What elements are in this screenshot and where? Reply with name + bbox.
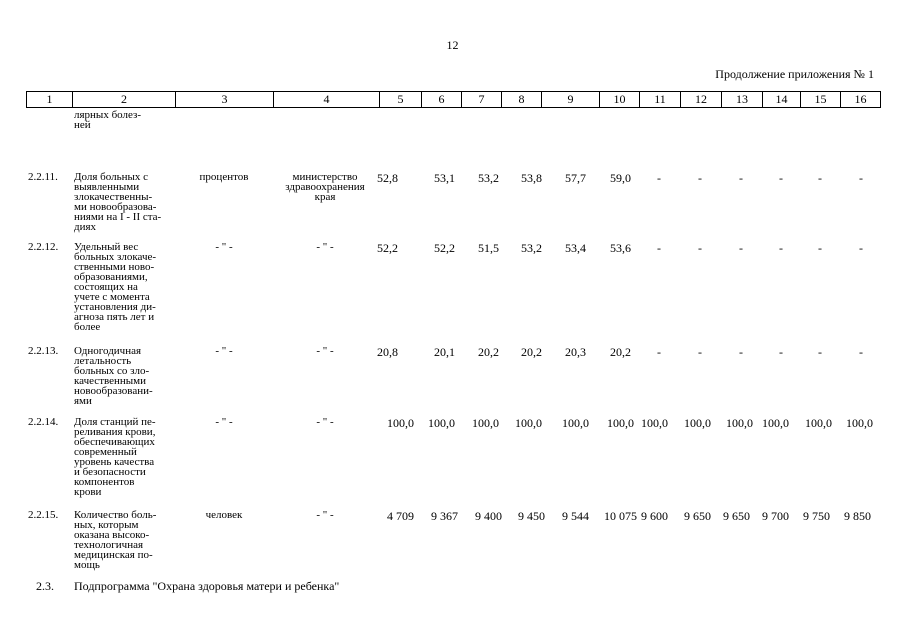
value-col-10: 10 075 — [604, 509, 637, 523]
value-col-14: - — [779, 345, 783, 359]
row-unit: - " - — [215, 345, 233, 357]
row-indicator-name: Одногодичная летальность больных со зло- качественными новообразовани- ями — [74, 345, 153, 407]
row-number: 2.2.15. — [28, 509, 59, 521]
row-organization: - " - — [316, 416, 334, 428]
value-col-6: 20,1 — [434, 345, 455, 359]
value-col-11: - — [657, 171, 661, 185]
subprogram-number: 2.3. — [36, 579, 54, 593]
value-col-8: 53,2 — [521, 241, 542, 255]
value-col-12: 100,0 — [684, 416, 711, 430]
row-unit: - " - — [215, 416, 233, 428]
header-col-6: 6 — [421, 92, 461, 107]
value-col-11: 9 600 — [641, 509, 668, 523]
header-col-9: 9 — [541, 92, 599, 107]
value-col-8: 20,2 — [521, 345, 542, 359]
value-col-12: - — [698, 171, 702, 185]
header-col-4: 4 — [273, 92, 379, 107]
value-col-5: 52,8 — [377, 171, 398, 185]
row-number: 2.2.14. — [28, 416, 59, 428]
row-organization: - " - — [316, 345, 334, 357]
row-organization: министерство здравоохранения края — [285, 171, 365, 203]
row-number: 2.2.12. — [28, 241, 59, 253]
value-col-14: - — [779, 241, 783, 255]
value-col-15: 100,0 — [805, 416, 832, 430]
value-col-6: 53,1 — [434, 171, 455, 185]
page-number: 12 — [446, 38, 459, 52]
row-unit: процентов — [199, 171, 249, 183]
value-col-10: 20,2 — [610, 345, 631, 359]
header-col-3: 3 — [175, 92, 273, 107]
value-col-5: 100,0 — [387, 416, 414, 430]
value-col-9: 100,0 — [562, 416, 589, 430]
value-col-14: - — [779, 171, 783, 185]
value-col-12: - — [698, 345, 702, 359]
value-col-11: 100,0 — [641, 416, 668, 430]
value-col-7: 53,2 — [478, 171, 499, 185]
header-col-8: 8 — [501, 92, 541, 107]
value-col-13: - — [739, 171, 743, 185]
value-col-7: 51,5 — [478, 241, 499, 255]
value-col-9: 57,7 — [565, 171, 586, 185]
value-col-16: - — [859, 241, 863, 255]
value-col-16: 100,0 — [846, 416, 873, 430]
value-col-14: 9 700 — [762, 509, 789, 523]
value-col-15: 9 750 — [803, 509, 830, 523]
header-col-7: 7 — [461, 92, 501, 107]
value-col-9: 20,3 — [565, 345, 586, 359]
header-col-1: 1 — [46, 92, 53, 106]
header-col-16: 16 — [840, 92, 880, 107]
value-col-15: - — [818, 241, 822, 255]
value-col-12: - — [698, 241, 702, 255]
value-col-8: 100,0 — [515, 416, 542, 430]
row-unit: - " - — [215, 241, 233, 253]
row-organization: - " - — [316, 509, 334, 521]
value-col-13: 100,0 — [726, 416, 753, 430]
value-col-16: - — [859, 345, 863, 359]
value-col-10: 100,0 — [607, 416, 634, 430]
row-number: 2.2.11. — [28, 171, 58, 183]
row-indicator-name: Удельный вес больных злокаче- ственными ново- образованиями, состоящих на учете с момента установления ди- агноза пять лет и более — [74, 241, 157, 333]
value-col-10: 59,0 — [610, 171, 631, 185]
value-col-7: 100,0 — [472, 416, 499, 430]
value-col-5: 20,8 — [377, 345, 398, 359]
value-col-5: 4 709 — [387, 509, 414, 523]
value-col-15: - — [818, 345, 822, 359]
value-col-14: 100,0 — [762, 416, 789, 430]
value-col-6: 9 367 — [431, 509, 458, 523]
value-col-6: 100,0 — [428, 416, 455, 430]
value-col-16: 9 850 — [844, 509, 871, 523]
value-col-12: 9 650 — [684, 509, 711, 523]
value-col-5: 52,2 — [377, 241, 398, 255]
value-col-13: 9 650 — [723, 509, 750, 523]
row-indicator-name: Количество боль- ных, которым оказана высоко- технологичная медицинская по- мощь — [74, 509, 157, 571]
value-col-6: 52,2 — [434, 241, 455, 255]
value-col-11: - — [657, 345, 661, 359]
header-col-13: 13 — [721, 92, 762, 107]
carryover-text: лярных болез- ней — [74, 109, 142, 131]
header-col-12: 12 — [680, 92, 721, 107]
value-col-7: 9 400 — [475, 509, 502, 523]
row-unit: человек — [205, 509, 243, 521]
value-col-16: - — [859, 171, 863, 185]
value-col-8: 53,8 — [521, 171, 542, 185]
value-col-15: - — [818, 171, 822, 185]
value-col-7: 20,2 — [478, 345, 499, 359]
table-header-row — [26, 91, 881, 108]
value-col-13: - — [739, 345, 743, 359]
header-col-2: 2 — [72, 92, 175, 107]
subprogram-title: Подпрограмма "Охрана здоровья матери и ребенка" — [74, 579, 340, 593]
header-col-15: 15 — [800, 92, 840, 107]
value-col-10: 53,6 — [610, 241, 631, 255]
continuation-caption: Продолжение приложения № 1 — [715, 67, 874, 81]
row-indicator-name: Доля станций пе- реливания крови, обеспечивающих современный уровень качества и безопасности компонентов крови — [74, 416, 156, 498]
header-col-14: 14 — [762, 92, 800, 107]
value-col-11: - — [657, 241, 661, 255]
header-col-10: 10 — [599, 92, 639, 107]
value-col-9: 9 544 — [562, 509, 589, 523]
value-col-8: 9 450 — [518, 509, 545, 523]
row-indicator-name: Доля больных с выявленными злокачественны- ми новообразова- ниями на I - II ста- диях — [74, 171, 162, 233]
header-col-11: 11 — [639, 92, 680, 107]
value-col-9: 53,4 — [565, 241, 586, 255]
row-organization: - " - — [316, 241, 334, 253]
value-col-13: - — [739, 241, 743, 255]
header-col-5: 5 — [379, 92, 421, 107]
row-number: 2.2.13. — [28, 345, 59, 357]
